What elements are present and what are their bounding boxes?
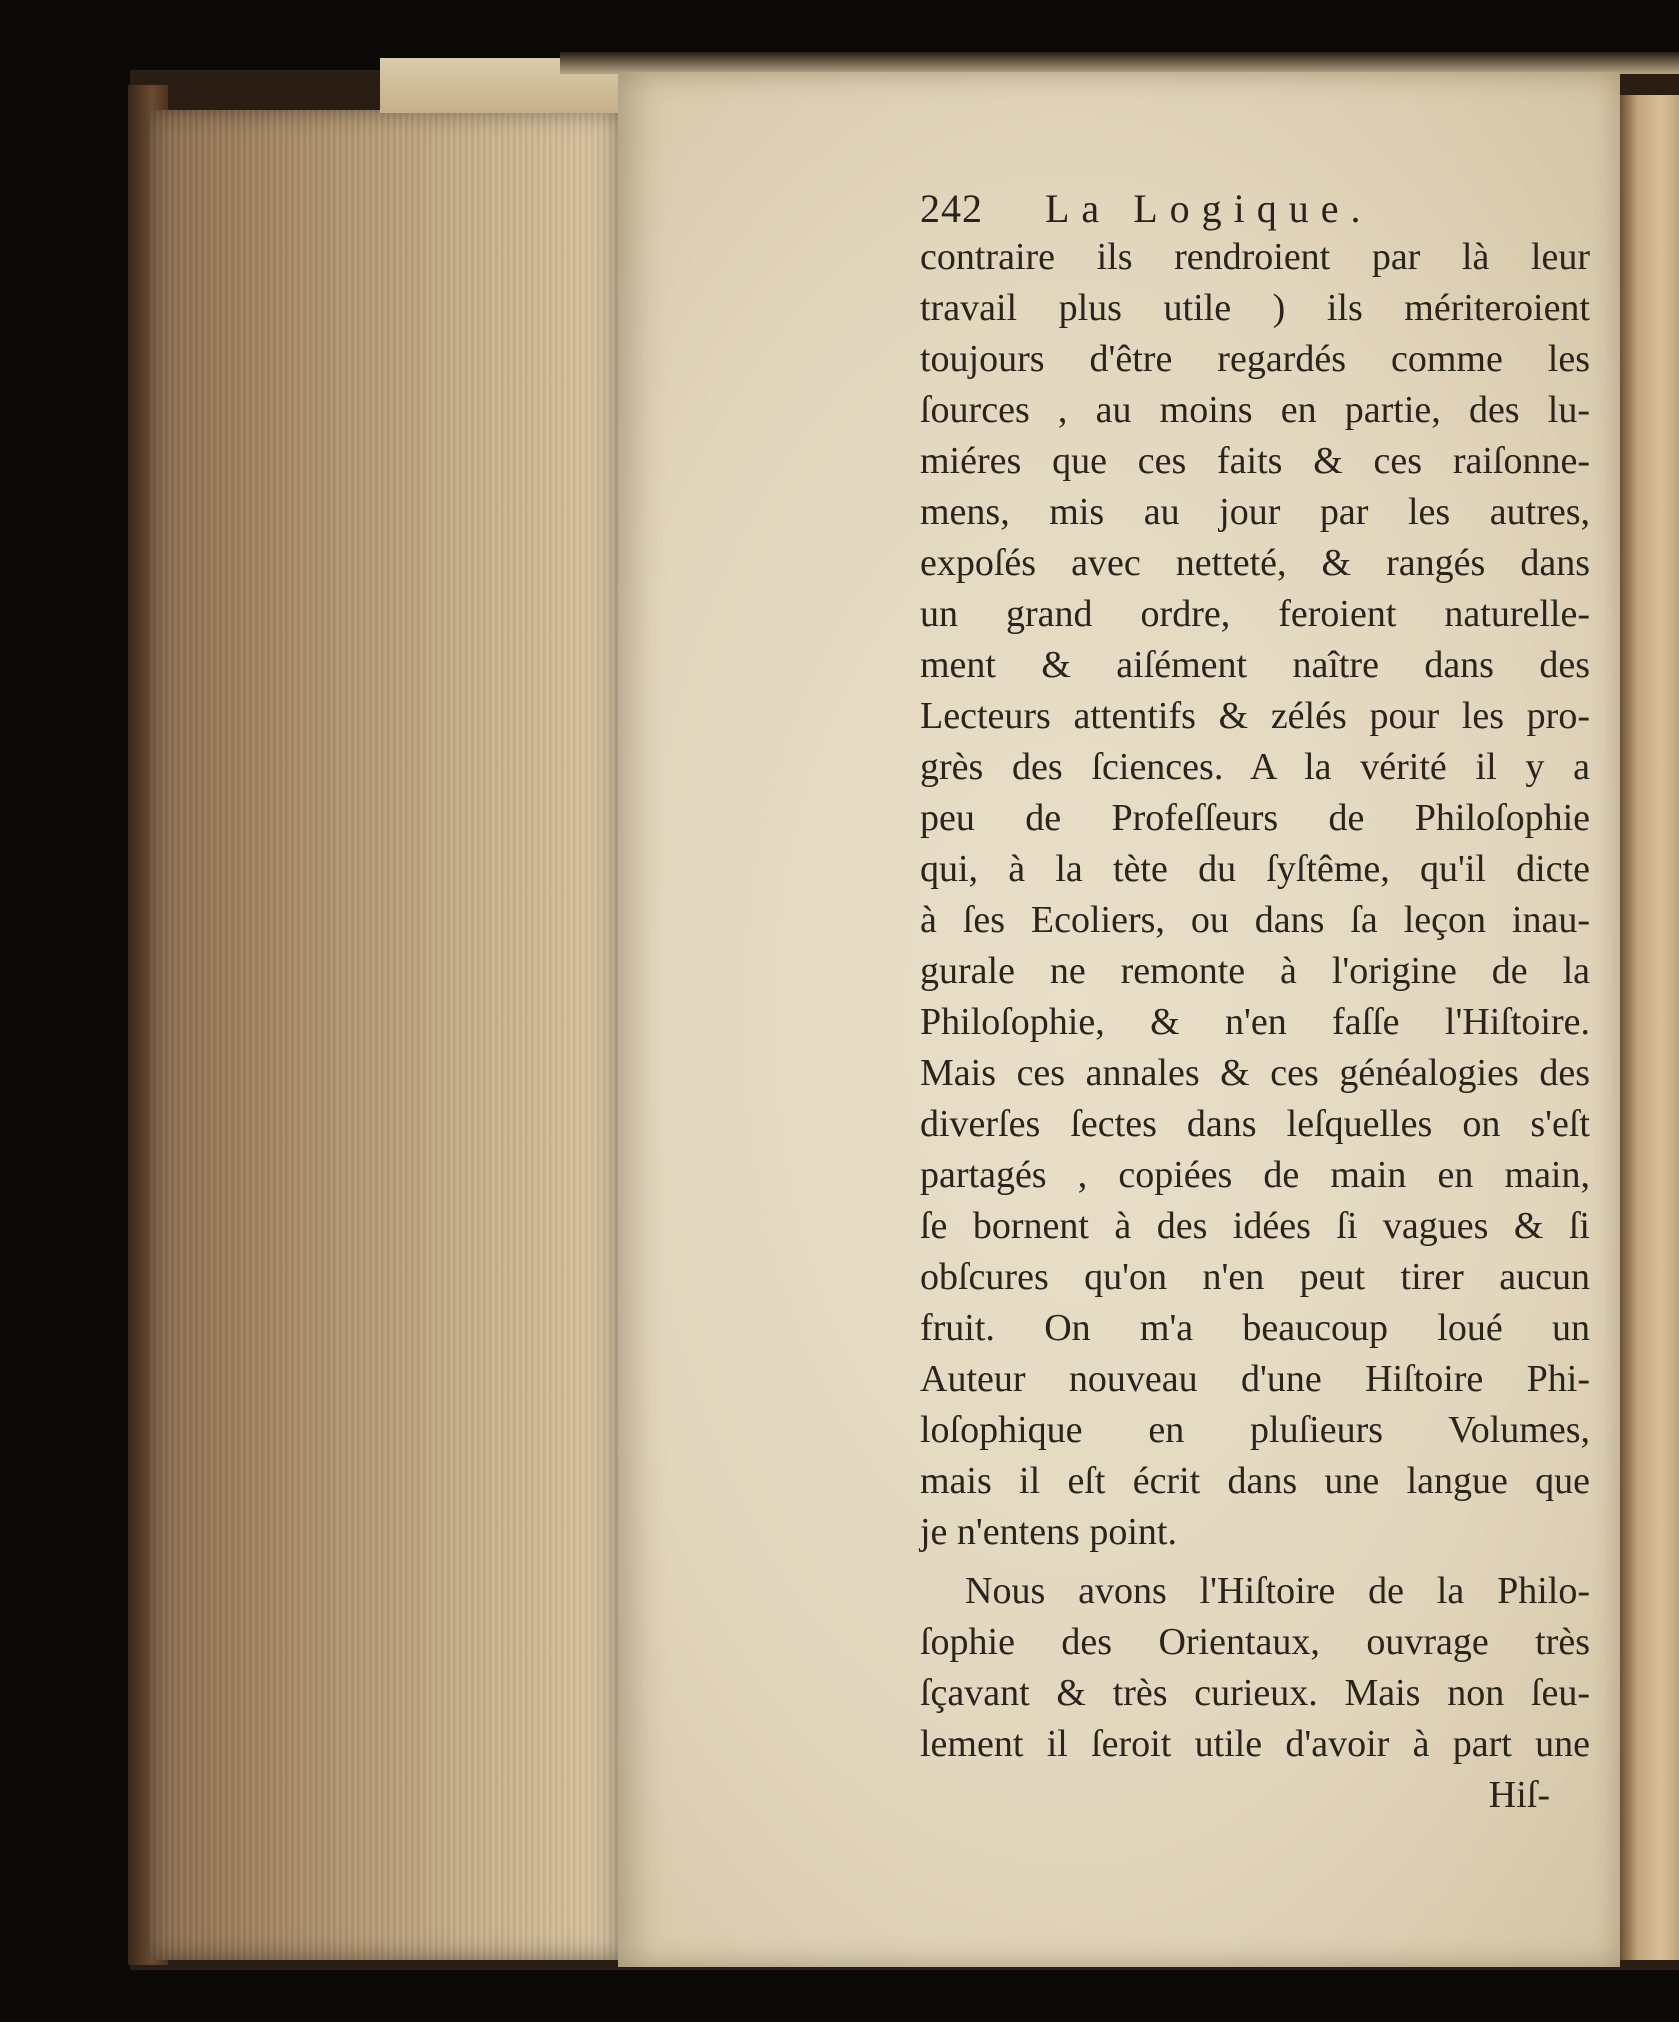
text-line: gurale ne remonte à l'origine de la: [920, 950, 1590, 992]
text-line: ment & aiſément naître dans des: [920, 644, 1590, 686]
text-line: Mais ces annales & ces généalogies des: [920, 1052, 1590, 1094]
text-line: mais il eſt écrit dans une langue que: [920, 1460, 1590, 1502]
book-title: La Logique.: [1045, 186, 1373, 231]
text-line: grès des ſciences. A la vérité il y a: [920, 746, 1590, 788]
text-line: partagés , copiées de main en main,: [920, 1154, 1590, 1196]
text-line: peu de Profeſſeurs de Philoſophie: [920, 797, 1590, 839]
text-line: fruit. On m'a beaucoup loué un: [920, 1307, 1590, 1349]
text-line: Nous avons l'Hiſtoire de la Philo-: [965, 1570, 1590, 1612]
page-block-edges: [150, 110, 620, 1960]
text-line: toujours d'être regardés comme les: [920, 338, 1590, 380]
text-line: miéres que ces faits & ces raiſonne-: [920, 440, 1590, 482]
text-line: je n'entens point.: [920, 1511, 1177, 1553]
text-line: à ſes Ecoliers, ou dans ſa leçon inau-: [920, 899, 1590, 941]
running-head: [920, 185, 1520, 235]
text-block: [920, 232, 1590, 1821]
text-line: expoſés avec netteté, & rangés dans: [920, 542, 1590, 584]
text-line: un grand ordre, feroient naturelle-: [920, 593, 1590, 635]
page-top-edge: [560, 52, 1679, 74]
paragraph: [920, 232, 1590, 1558]
text-line: loſophique en pluſieurs Volumes,: [920, 1409, 1590, 1451]
text-line: obſcures qu'on n'en peut tirer aucun: [920, 1256, 1590, 1298]
text-line: diverſes ſectes dans leſquelles on s'eſt: [920, 1103, 1590, 1145]
catchword: Hiſ-: [1488, 1774, 1550, 1816]
text-line: ſçavant & très curieux. Mais non ſeu-: [920, 1672, 1590, 1714]
text-line: ſophie des Orientaux, ouvrage très: [920, 1621, 1590, 1663]
text-line: qui, à la tète du ſyſtême, qu'il dicte: [920, 848, 1590, 890]
text-line: Philoſophie, & n'en faſſe l'Hiſtoire.: [920, 1001, 1590, 1043]
facing-page-edge: [1620, 95, 1679, 1960]
text-line: ſources , au moins en partie, des lu-: [920, 389, 1590, 431]
text-line: mens, mis au jour par les autres,: [920, 491, 1590, 533]
page-number: 242: [920, 186, 983, 231]
text-line: travail plus utile ) ils mériteroient: [920, 287, 1590, 329]
text-line: Lecteurs attentifs & zélés pour les pro-: [920, 695, 1590, 737]
text-line: contraire ils rendroient par là leur: [920, 236, 1590, 278]
text-line: lement il ſeroit utile d'avoir à part une: [920, 1723, 1590, 1765]
paragraph: [920, 1566, 1590, 1770]
text-line: ſe bornent à des idées ſi vagues & ſi: [920, 1205, 1590, 1247]
text-line: Auteur nouveau d'une Hiſtoire Phi-: [920, 1358, 1590, 1400]
